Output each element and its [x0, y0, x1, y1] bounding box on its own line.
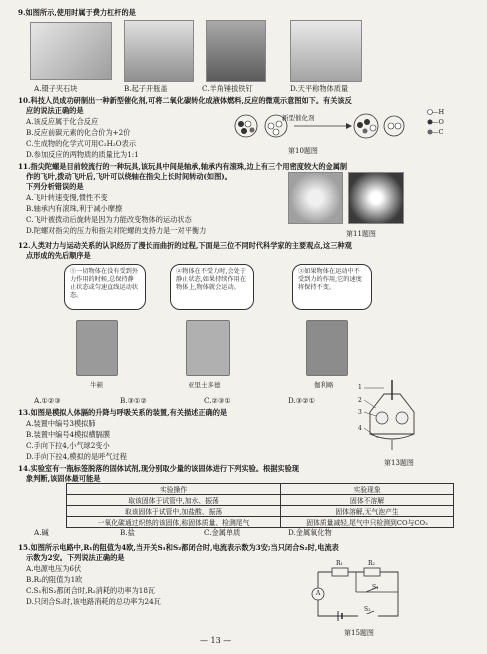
breathing-model-diagram	[362, 378, 422, 454]
label-2: 2	[358, 397, 362, 404]
bubble-aristotle: ②物体在不受力时,会处于静止状态,如果持续作用在物体上,物体就会运动。	[170, 264, 254, 310]
table-row	[67, 517, 454, 528]
q13-option-a: A.装置中编号3模拟肺	[26, 419, 96, 428]
bottle-opener-photo	[124, 20, 194, 82]
q10-option-a: A.该反应属于化合反应	[26, 117, 99, 126]
table-header-row	[67, 484, 454, 495]
label-r1: R₁	[336, 560, 343, 567]
q14-stem-line1: 14.实验室有一瓶标签脱落的固体试剂,现分别取少量的该固体进行下列实验。根据实验现	[18, 464, 299, 473]
label-r2: R₂	[368, 560, 375, 567]
table-row	[67, 495, 454, 506]
label-s2: S₂	[364, 606, 371, 613]
q13-caption: 第13题图	[384, 459, 414, 467]
q12-option-a: A.①②③	[34, 396, 61, 405]
q13-option-b: B.装置中编号4模拟横膈膜	[26, 430, 111, 439]
bubble-galileo: ③如果物体在运动中不受到力的作用,它的速度将保持不变。	[292, 264, 372, 310]
aristotle-portrait	[186, 320, 230, 376]
legend-h: —H	[432, 108, 445, 116]
q14-stem-line2: 象判断,该固体最可能是	[26, 474, 101, 483]
q11-caption: 第11题图	[346, 230, 376, 238]
q11-option-d: D.陀螺对指尖的压力和指尖对陀螺的支持力是一对平衡力	[26, 226, 207, 235]
q11-option-a: A.飞叶转速变慢,惯性不变	[26, 193, 108, 202]
q14-option-b: B.盐	[120, 528, 135, 537]
fidget-spinner-photo	[288, 172, 343, 224]
q12-stem-line1: 12.人类对力与运动关系的认识经历了漫长而曲折的过程,下面是三位不同时代科学家的主要观点,这三种观	[18, 241, 352, 250]
bubble-newton: ①一切物体在没有受到外力作用的时候,总保持静止状态或匀速直线运动状态。	[64, 264, 146, 310]
q15-caption: 第15题图	[344, 629, 374, 637]
q10-stem-line1: 10.科技人员成功研制出一种新型催化剂,可将二氧化碳转化成液体燃料,反应的微观示意图如下。有关该反	[18, 96, 352, 105]
q15-stem-line1: 15.如图所示电路中,R₁的阻值为4欧,当开关S₁和S₂都闭合时,电流表示数为3安;当只闭合S₂时,电流表	[18, 543, 339, 552]
name-aristotle: 亚里士多德	[188, 381, 221, 389]
q9-option-a: A.镊子夹石块	[34, 84, 78, 93]
q15-stem-line2: 示数为2安。下列说法正确的是	[26, 553, 125, 562]
newton-portrait	[76, 320, 118, 376]
table-cell: 固体质量减轻,尾气中只检测到CO与CO₂	[281, 517, 454, 528]
q15-option-d: D.只闭合S₂时,该电路消耗的总功率为24瓦	[26, 597, 161, 606]
q15-option-b: B.R₂的阻值为1欧	[26, 575, 83, 584]
table-cell: 固体不溶解	[281, 495, 454, 506]
table-cell: 固体溶解,无气泡产生	[281, 506, 454, 517]
table-header: 实验现象	[281, 484, 454, 495]
table-cell: 取该固体于试管中,加盐酸、振荡	[67, 506, 281, 517]
claw-hammer-photo	[206, 20, 266, 82]
q10-option-c: C.生成物的化学式可用C₂H₂O表示	[26, 139, 137, 148]
q10-stem-line2: 应的说法正确的是	[26, 106, 84, 115]
q14-option-a: A.碱	[34, 528, 49, 537]
legend-c: —C	[432, 128, 444, 136]
name-galileo: 伽利略	[314, 381, 334, 389]
tweezers-photo	[30, 22, 112, 80]
label-3: 3	[358, 409, 362, 416]
q11-option-b: B.轴承内有滚珠,利于减小摩擦	[26, 204, 123, 213]
q13-stem: 13.如图是模拟人体膈的升降与呼吸关系的装置,有关描述正确的是	[18, 408, 228, 417]
spinning-spinner-photo	[348, 172, 404, 224]
table-cell: 一氧化碳通过炽热的该固体,称固体质量、检测尾气	[67, 517, 281, 528]
q11-stem-line2: 作的飞叶,拨动飞叶后,飞叶可以绕轴在指尖上长时间转动(如图)。	[26, 172, 232, 181]
q13-option-d: D.手向下拉4,模拟的是呼气过程	[26, 452, 127, 461]
table-header: 实验操作	[67, 484, 281, 495]
q12-option-c: C.②③①	[204, 396, 231, 405]
q9-option-b: B.起子开瓶盖	[124, 84, 168, 93]
legend-o: —O	[432, 118, 444, 126]
q15-option-c: C.S₁和S₂都闭合时,R₂消耗的功率为18瓦	[26, 586, 156, 595]
label-4: 4	[358, 425, 362, 432]
q12-option-b: B.③①②	[120, 396, 147, 405]
table-cell: 取该固体于试管中,加水、振荡	[67, 495, 281, 506]
q11-stem-line1: 11.指尖陀螺是目前较流行的一种玩具,该玩具中间是轴承,轴承内有滚珠,边上有三个用密度较大的金属制	[18, 162, 348, 171]
q10-option-d: D.参加反应的两物质的质量比为1:1	[26, 150, 139, 159]
ammeter-label: A	[316, 590, 321, 597]
name-newton: 牛顿	[90, 381, 103, 389]
q12-option-d: D.③②①	[288, 396, 316, 405]
q11-stem-line3: 下列分析错误的是	[26, 182, 84, 191]
q9-option-d: D.天平称物体质量	[290, 84, 349, 93]
page-number: — 13 —	[200, 636, 232, 645]
label-1: 1	[358, 384, 362, 391]
q15-option-a: A.电源电压为6伏	[26, 564, 82, 573]
q14-option-c: C.金属单质	[204, 528, 241, 537]
catalyst-label: 新型催化剂	[282, 114, 315, 122]
q12-stem-line2: 点形成的先后顺序是	[26, 251, 91, 260]
q9-option-c: C.羊角锤拔铁钉	[202, 84, 253, 93]
table-row	[67, 506, 454, 517]
q11-option-c: C.飞叶被拨动后旋转是因为力能改变物体的运动状态	[26, 215, 192, 224]
q10-option-b: B.反应前碳元素的化合价为+2价	[26, 128, 131, 137]
experiment-table	[66, 483, 454, 528]
label-s1: S₁	[372, 584, 379, 591]
q13-option-c: C.手向下拉4,小气球2变小	[26, 441, 110, 450]
q9-stem: 9.如图所示,使用时属于费力杠杆的是	[18, 8, 136, 17]
q14-option-d: D.金属氧化物	[288, 528, 332, 537]
galileo-portrait	[306, 320, 348, 376]
balance-photo	[290, 20, 362, 82]
q10-caption: 第10题图	[288, 147, 318, 155]
